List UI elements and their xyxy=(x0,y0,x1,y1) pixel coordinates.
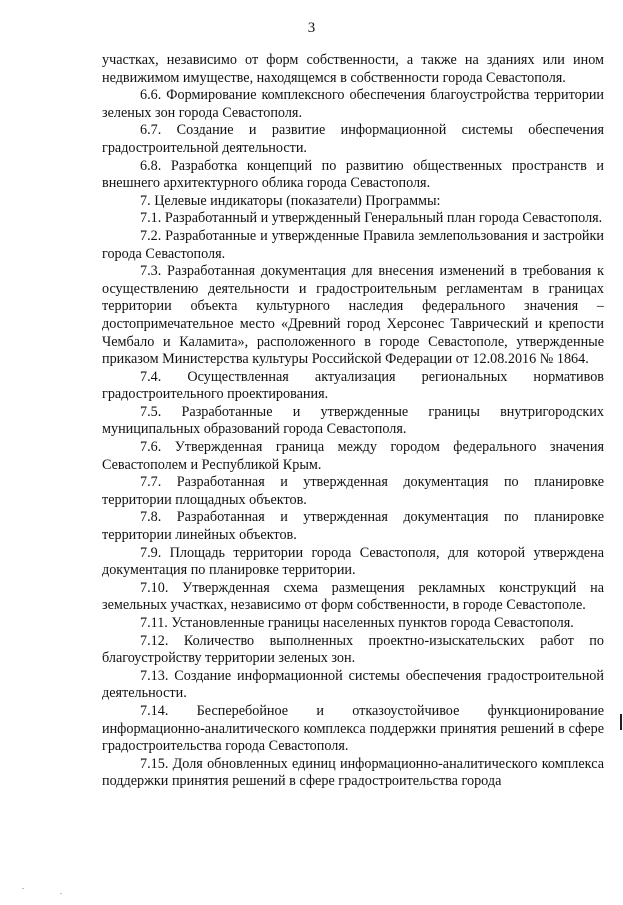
paragraph: 7. Целевые индикаторы (показатели) Программы: xyxy=(140,192,441,209)
page-number: 3 xyxy=(307,20,316,36)
paragraph: 7.6. Утвержденная граница между городом федерального значения Севастополем и Республикой Крым. xyxy=(102,439,604,473)
scan-speck xyxy=(60,893,62,894)
paragraph: 7.10. Утвержденная схема размещения рекламных конструкций на земельных участках, независимо от форм собственности, в городе Севастополе. xyxy=(102,579,604,614)
paragraph: 6.8. Разработка концепций по развитию общественных пространств и внешнего архитектурного облика города Севастополя. xyxy=(102,157,604,192)
paragraph: участках, независимо от форм собственности, а также на зданиях или ином недвижимом имуществе, находящемся в собственности города Севастополя. xyxy=(102,52,604,86)
paragraph: 7.15. Доля обновленных единиц информационно-аналитического комплекса поддержки принятия решений в сфере градостроительства города xyxy=(102,755,604,790)
paragraph: 7.13. Создание информационной системы обеспечения градостроительной деятельности. xyxy=(102,667,604,702)
paragraph: 7.11. Установленные границы населенных пунктов города Севастополя. xyxy=(140,615,574,631)
paragraph: 6.6. Формирование комплексного обеспечения благоустройства территории зеленых зон города Севастополя. xyxy=(102,87,604,121)
paragraph: 7.5. Разработанные и утвержденные границы внутригородских муниципальных образований города Севастополя. xyxy=(102,403,604,438)
paragraph: 6.7. Создание и развитие информационной системы обеспечения градостроительной деятельности. xyxy=(102,122,604,156)
paragraph: 7.4. Осуществленная актуализация региональных нормативов градостроительного проектирования. xyxy=(102,368,604,403)
paragraph: 7.12. Количество выполненных проектно-изыскательских работ по благоустройству территории зеленых зон. xyxy=(102,632,604,667)
paragraph: 7.2. Разработанные и утвержденные Правила землепользования и застройки города Севастополя. xyxy=(102,227,604,262)
paragraph: 7.3. Разработанная документация для внесения изменений в требования к осуществлению деятельности и градостроительным регламентам в границах территории объекта культурного наследия федерального значения – достопримечательное место «Древний город Херсонес Таврический и крепости Чембало и Каламита», расположенного в городе Севастополе, утвержденные приказом Министерства культуры Российской Федерации от 12.08.2016 № 1864. xyxy=(102,263,604,368)
document-body xyxy=(102,52,604,791)
paragraph: 7.7. Разработанная и утвержденная документация по планировке территории площадных объектов. xyxy=(102,474,604,508)
paragraph: 7.8. Разработанная и утвержденная документация по планировке территории линейных объектов. xyxy=(102,509,604,544)
paragraph: 7.9. Площадь территории города Севастополя, для которой утверждена документация по планировке территории. xyxy=(102,544,604,579)
paragraph: 7.14. Бесперебойное и отказоустойчивое функционирование информационно-аналитического комплекса поддержки принятия решений в сфере градостроительства города Севастополя. xyxy=(102,702,604,755)
paragraph: 7.1. Разработанный и утвержденный Генеральный план города Севастополя. xyxy=(140,210,603,227)
scan-speck xyxy=(22,888,24,889)
margin-mark xyxy=(620,714,622,730)
